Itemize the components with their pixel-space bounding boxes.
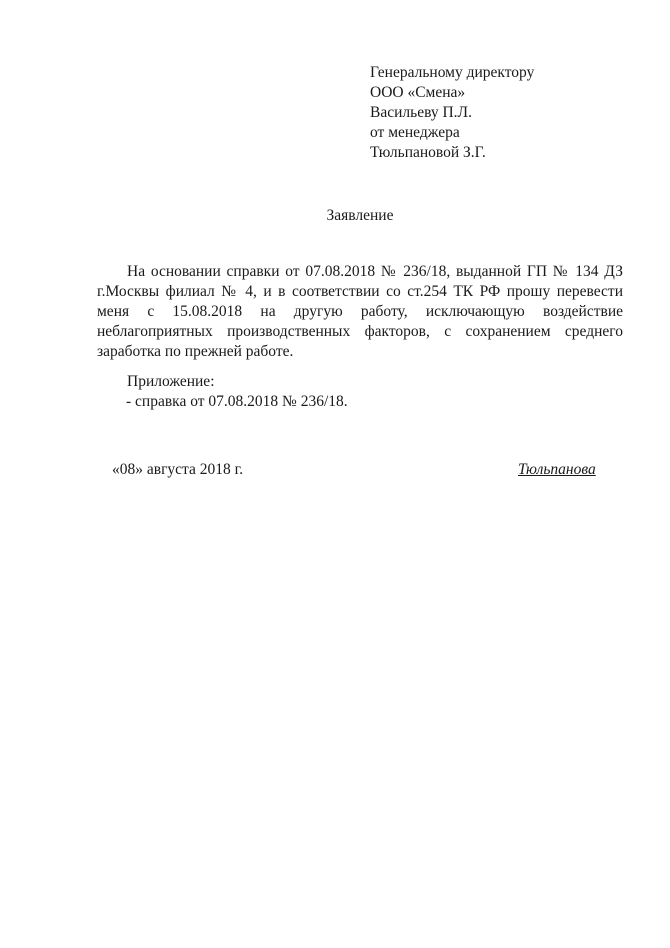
document-date: «08» августа 2018 г.	[112, 461, 244, 478]
addressee-line: от менеджера	[370, 124, 460, 141]
attachment-heading: Приложение:	[127, 373, 215, 390]
attachment-block	[127, 372, 348, 412]
addressee-block	[370, 63, 534, 163]
attachment-item: - справка от 07.08.2018 № 236/18.	[126, 393, 348, 410]
addressee-line: ООО «Смена»	[370, 84, 466, 101]
signature: Тюльпанова	[518, 461, 596, 478]
addressee-line: Васильеву П.Л.	[370, 104, 472, 121]
addressee-line: Генеральному директору	[370, 64, 535, 81]
addressee-line: Тюльпановой З.Г.	[370, 144, 486, 161]
document-title: Заявление	[326, 207, 394, 224]
body-paragraph: На основании справки от 07.08.2018 № 236/18, выданной ГП № 134 ДЗ г.Москвы филиал № 4, и в соответствии со ст.254 ТК РФ прошу перевести меня с 15.08.2018 на другую работу, исключающую воздействие неблагоприятных производственных факторов, с сохранением среднего заработка по прежней работе.	[97, 263, 623, 360]
